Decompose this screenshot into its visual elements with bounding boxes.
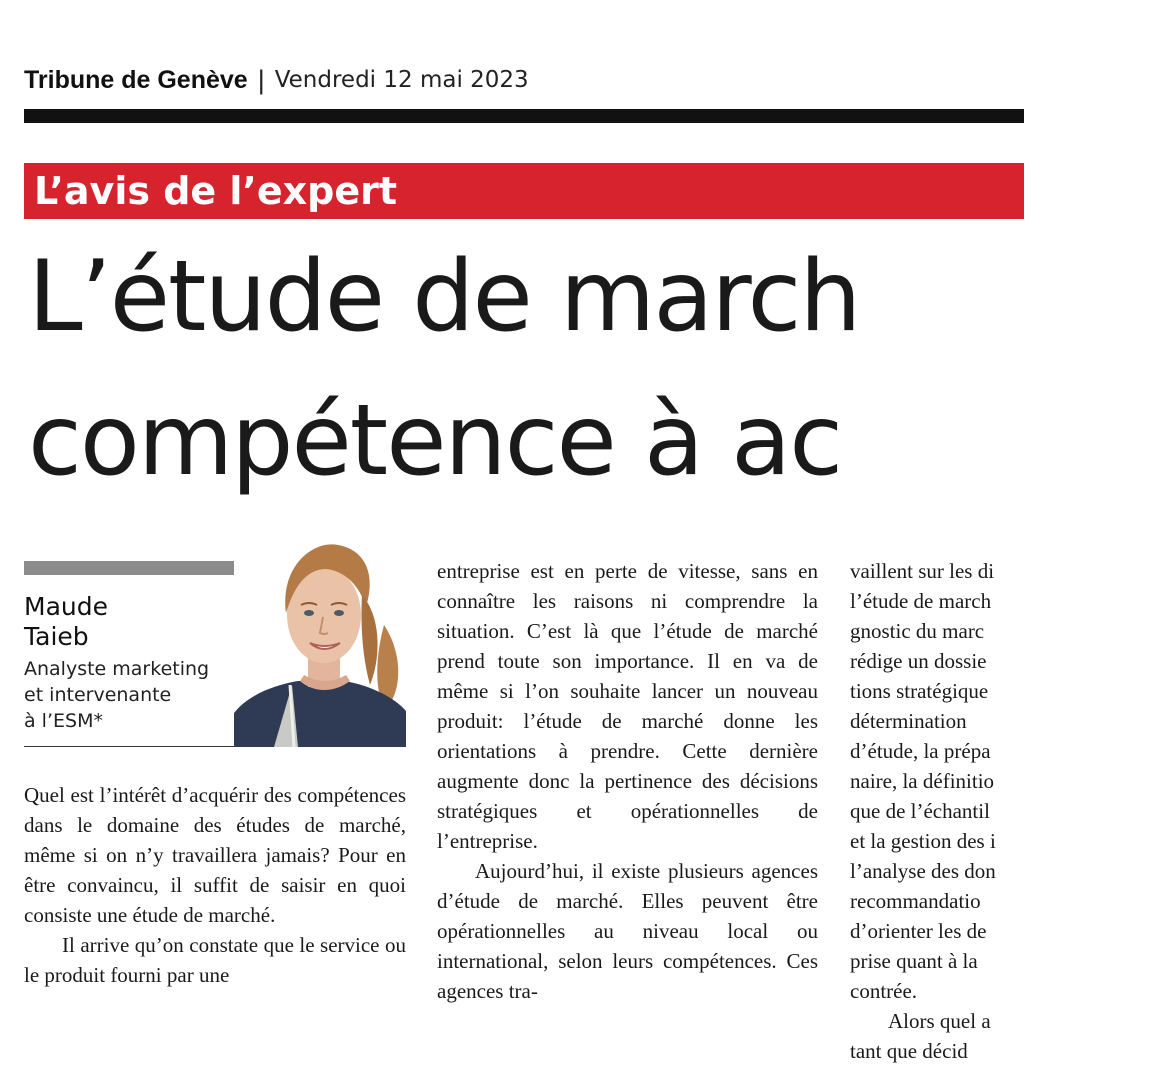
body-line: recommandatio [850,889,981,913]
author-role-line: Analyste marketing [24,658,210,680]
publication-date: Vendredi 12 mai 2023 [274,67,529,93]
body-line: naire, la définitio [850,769,995,793]
masthead-separator: | [257,64,265,95]
body-line: d’orienter les de [850,919,987,943]
body-line: tions stratégique [850,679,989,703]
section-kicker: L’avis de l’expert [24,163,1024,219]
body-column-2 [437,556,818,1024]
body-line: tant que décid [850,1039,968,1063]
body-line: l’étude de march [850,589,992,613]
author-portrait [234,535,406,747]
author-last-name: Taieb [24,622,89,651]
body-column-1 [24,780,406,1016]
publication-name: Tribune de Genève [24,65,248,94]
masthead-rule [24,109,1024,123]
body-line: détermination [850,709,967,733]
author-portrait-drawing [234,535,406,747]
body-paragraph: Aujourd’hui, il existe plusieurs agences d’étude de marché. Elles peuvent être opérationnelles au niveau local ou international, selon leurs compétences. Ces agences tra- [437,859,818,1003]
body-paragraph: Il arrive qu’on constate que le service ou le produit fourni par une [24,933,406,987]
author-role-line: et intervenante [24,684,172,706]
body-line: vaillent sur les di [850,559,995,583]
author-name [24,592,108,652]
body-column-3 [850,556,1150,1063]
headline-line-1: L’étude de march [28,240,860,354]
body-line: que de l’échantil [850,799,990,823]
body-line: l’analyse des don [850,859,996,883]
body-line: et la gestion des i [850,829,996,853]
body-line: d’étude, la prépa [850,739,991,763]
body-line: rédige un dossie [850,649,987,673]
author-first-name: Maude [24,592,108,621]
body-line: gnostic du marc [850,619,985,643]
author-role [24,656,239,734]
author-role-line: à l’ESM* [24,710,103,732]
headline-line-2: compétence à ac [28,384,842,498]
masthead [24,64,529,96]
body-paragraph: Quel est l’intérêt d’acquérir des compétences dans le domaine des études de marché, même si on n’y travaillera jamais? Pour en être convaincu, il suffit de saisir en quoi consiste une étude de marché. [24,783,406,927]
body-paragraph: entreprise est en perte de vitesse, sans en connaître les raisons ni comprendre la situation. C’est là que l’étude de marché prend toute son importance. Il en va de même si l’on souhaite lancer un nouveau produit: l’étude de marché donne les orientations à prendre. Cette dernière augmente donc la pertinence des décisions stratégiques et opérationnelles de l’entreprise. [437,559,818,853]
body-line: contrée. [850,979,918,1003]
body-line: prise quant à la [850,949,978,973]
body-line: Alors quel a [888,1009,991,1033]
